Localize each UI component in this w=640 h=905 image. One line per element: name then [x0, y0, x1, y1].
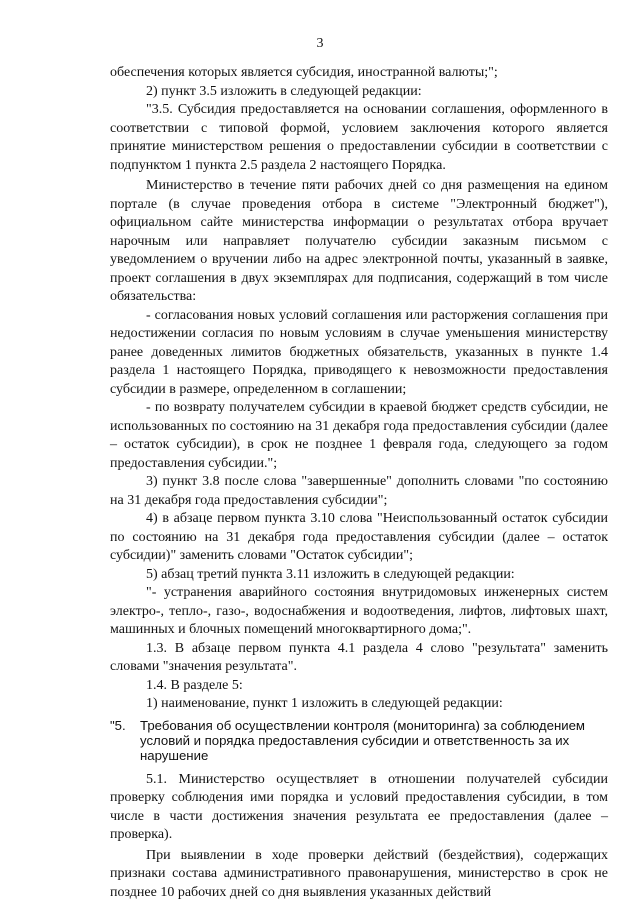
- paragraph: - согласования новых условий соглашения или расторжения соглашения при недостижении согласия по новым условиям в случае уменьшения министерству ранее доведенных лимитов бюджетных обязательств, указанных в пункте 1.4 раздела 1 настоящего Порядка, приводящего к невозможности предоставления субсидии в размере, определенном в соглашении;: [110, 307, 608, 397]
- paragraph: Министерство в течение пяти рабочих дней со дня размещения на едином портале (в случае проведения отбора в системе "Электронный бюджет"), официальном сайте министерства информации о результатах отбора вручает нарочным или направляет получателю субсидии заказным письмом с уведомлением о вручении либо на адрес электронной почты, указанный в заявке, проект соглашения в двух экземплярах для подписания, содержащий в том числе обязательства:: [110, 178, 608, 304]
- paragraph: 5.1. Министерство осуществляет в отношении получателей субсидии проверку соблюдения ими порядка и условий предоставления субсидии, в том числе в части достижения значения результата ее предоставления (далее – проверка).: [110, 771, 608, 842]
- document-body: [110, 64, 608, 902]
- paragraph: 1.4. В разделе 5:: [146, 677, 243, 693]
- paragraph: 1.3. В абзаце первом пункта 4.1 раздела 4 слово "результата" заменить словами "значения результата".: [110, 640, 608, 674]
- page-number: 3: [316, 36, 324, 51]
- paragraph: "- устранения аварийного состояния внутридомовых инженерных систем электро-, тепло-, газо-, водоснабжения и водоотведения, лифтов, лифтовых шахт, машинных и блочных помещений многоквартирного дома;".: [110, 585, 608, 637]
- section-heading-text: Требования об осуществлении контроля (мониторинга) за соблюдением условий и порядка предоставления субсидии и ответственность за их нарушение: [140, 717, 585, 763]
- paragraph: "3.5. Субсидия предоставляется на основании соглашения, оформленного в соответствии с типовой формой, условием заключения которого является принятие министерством решения о предоставлении субсидии в соответствии с подпунктом 1 пункта 2.5 раздела 2 настоящего Порядка.: [110, 102, 608, 173]
- paragraph: 3) пункт 3.8 после слова "завершенные" дополнить словами "по состоянию на 31 декабря года предоставления субсидии";: [110, 474, 608, 508]
- paragraph: 2) пункт 3.5 изложить в следующей редакции:: [146, 83, 422, 99]
- paragraph: 4) в абзаце первом пункта 3.10 слова "Неиспользованный остаток субсидии по состоянию на 31 декабря года предоставления субсидии (далее – остаток субсидии)" заменить словами "Остаток субсидии";: [110, 511, 608, 563]
- paragraph: обеспечения которых является субсидия, иностранной валюты;";: [110, 65, 498, 80]
- section-heading-number: "5.: [110, 717, 126, 733]
- section-heading: [110, 718, 608, 763]
- paragraph: 5) абзац третий пункта 3.11 изложить в следующей редакции:: [146, 566, 515, 582]
- paragraph: При выявлении в ходе проверки действий (бездействия), содержащих признаки состава административного правонарушения, министерство в срок не позднее 10 рабочих дней со дня выявления указанных действий: [110, 847, 608, 900]
- paragraph: - по возврату получателем субсидии в краевой бюджет средств субсидии, не использованных по состоянию на 31 декабря года предоставления субсидии (далее – остаток субсидии), в срок не позднее 1 февраля года, следующего за годом предоставления субсидии.";: [110, 400, 608, 471]
- paragraph: 1) наименование, пункт 1 изложить в следующей редакции:: [146, 696, 503, 711]
